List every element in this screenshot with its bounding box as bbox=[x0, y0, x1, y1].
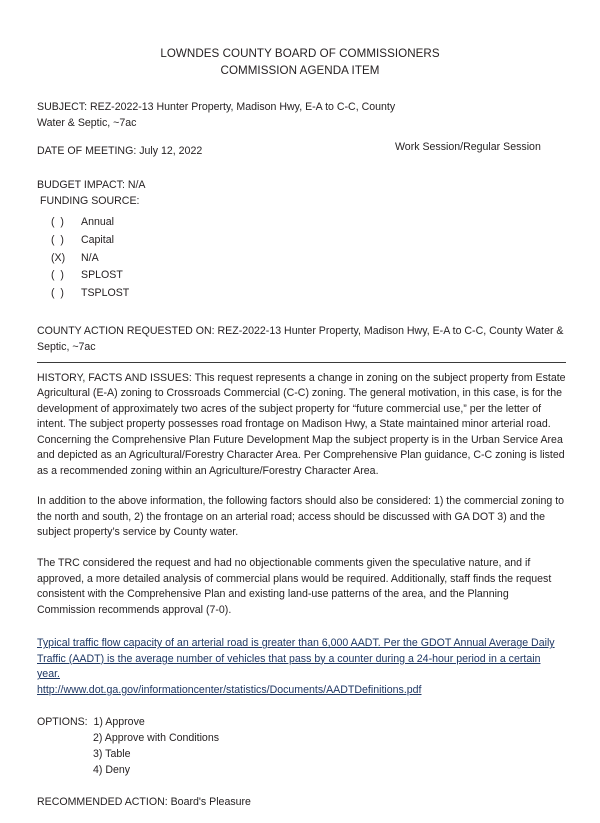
option-item-deny: 4) Deny bbox=[93, 764, 131, 777]
session-type-label: Work Session/Regular Session bbox=[395, 141, 541, 154]
funding-option-splost[interactable] bbox=[37, 267, 566, 285]
options-indent-spacer bbox=[37, 747, 93, 763]
funding-option-label: Annual bbox=[81, 216, 114, 229]
funding-option-label: Capital bbox=[81, 233, 114, 246]
aadt-definitions-link[interactable]: http://www.dot.ga.gov/informationcenter/statistics/Documents/AADTDefinitions.pdf bbox=[37, 683, 422, 696]
option-item-approve-with-conditions: 2) Approve with Conditions bbox=[93, 732, 220, 745]
checkbox-annual[interactable]: ( ) bbox=[51, 216, 64, 229]
agenda-document-page bbox=[0, 46, 600, 823]
document-header bbox=[0, 46, 600, 79]
aadt-definitions-link-row bbox=[37, 683, 566, 699]
funding-source-label: FUNDING SOURCE: bbox=[40, 194, 140, 207]
checkbox-capital[interactable]: ( ) bbox=[51, 233, 64, 246]
funding-option-label: TSPLOST bbox=[81, 286, 130, 299]
options-row bbox=[37, 731, 566, 747]
funding-option-capital[interactable] bbox=[37, 232, 566, 250]
additional-factors-paragraph: In addition to the above information, the following factors should also be considered: 1) the commercial zoning to the north and south, 2) the frontage on an arterial road; access should be discussed with GA DOT 3) and the subject property’s service by County water. bbox=[37, 495, 565, 539]
county-action-requested-field: COUNTY ACTION REQUESTED ON: REZ-2022-13 Hunter Property, Madison Hwy, E-A to C-C, County Water & Septic, ~7ac bbox=[37, 325, 564, 353]
funding-option-na[interactable] bbox=[37, 250, 566, 268]
funding-option-annual[interactable] bbox=[37, 214, 566, 232]
options-label: OPTIONS: bbox=[37, 716, 94, 729]
subject-field: SUBJECT: REZ-2022-13 Hunter Property, Madison Hwy, E-A to C-C, County Water & Septic, ~7ac bbox=[37, 101, 396, 129]
funding-option-label: SPLOST bbox=[81, 269, 123, 282]
checkbox-tsplost[interactable]: ( ) bbox=[51, 286, 64, 299]
date-of-meeting-field: DATE OF MEETING: July 12, 2022 bbox=[37, 145, 203, 158]
history-facts-issues-paragraph: HISTORY, FACTS AND ISSUES: This request represents a change in zoning on the subject property from Estate Agricultural (E-A) zoning to Crossroads Commercial (C-C) zoning. The general motivation, in this case, is for the development of approximately two acres of the subject property for “future commercial use,” per the letter of intent. The subject property possesses road frontage on Madison Hwy, a State maintained minor arterial road. Concerning the Comprehensive Plan Future Development Map the subject property is in the Urban Service Area and depicted as an Agricultural/Forestry Character Area. Per Comprehensive Plan guidance, C-C zoning is listed as a recommended zoning within an Agriculture/Forestry Character Area. bbox=[37, 371, 566, 477]
checkbox-splost[interactable]: ( ) bbox=[51, 269, 64, 282]
options-list bbox=[37, 715, 566, 779]
option-item-table: 3) Table bbox=[93, 748, 131, 761]
option-item-approve: 1) Approve bbox=[93, 716, 145, 729]
funding-option-tsplost[interactable] bbox=[37, 285, 566, 303]
options-row bbox=[37, 747, 566, 763]
header-line-organization: LOWNDES COUNTY BOARD OF COMMISSIONERS bbox=[160, 47, 440, 60]
traffic-capacity-paragraph: Typical traffic flow capacity of an arterial road is greater than 6,000 AADT. Per the GDOT Annual Average Daily Traffic (AADT) is the average number of vehicles that pass by a counter during a 24-hour period in a certain year. bbox=[37, 637, 555, 681]
options-indent-spacer bbox=[37, 731, 93, 747]
trc-review-paragraph: The TRC considered the request and had no objectionable comments given the speculative nature, and if approved, a more detailed analysis of commercial plans would be required. Additionally, staff finds the request consistent with the Comprehensive Plan and existing land-use patterns of the area, and the Planning Commission recommends approval (7-0). bbox=[37, 557, 552, 616]
checkbox-na[interactable]: (X) bbox=[51, 251, 66, 264]
recommended-action-field: RECOMMENDED ACTION: Board's Pleasure bbox=[37, 796, 251, 808]
funding-option-label: N/A bbox=[81, 251, 99, 264]
header-line-document-type: COMMISSION AGENDA ITEM bbox=[220, 63, 380, 77]
funding-source-options bbox=[37, 214, 566, 302]
section-divider bbox=[37, 362, 566, 363]
options-row-first bbox=[37, 715, 566, 731]
date-of-meeting-row bbox=[37, 141, 566, 160]
document-body bbox=[37, 100, 566, 811]
budget-impact-field: BUDGET IMPACT: N/A bbox=[37, 179, 146, 192]
